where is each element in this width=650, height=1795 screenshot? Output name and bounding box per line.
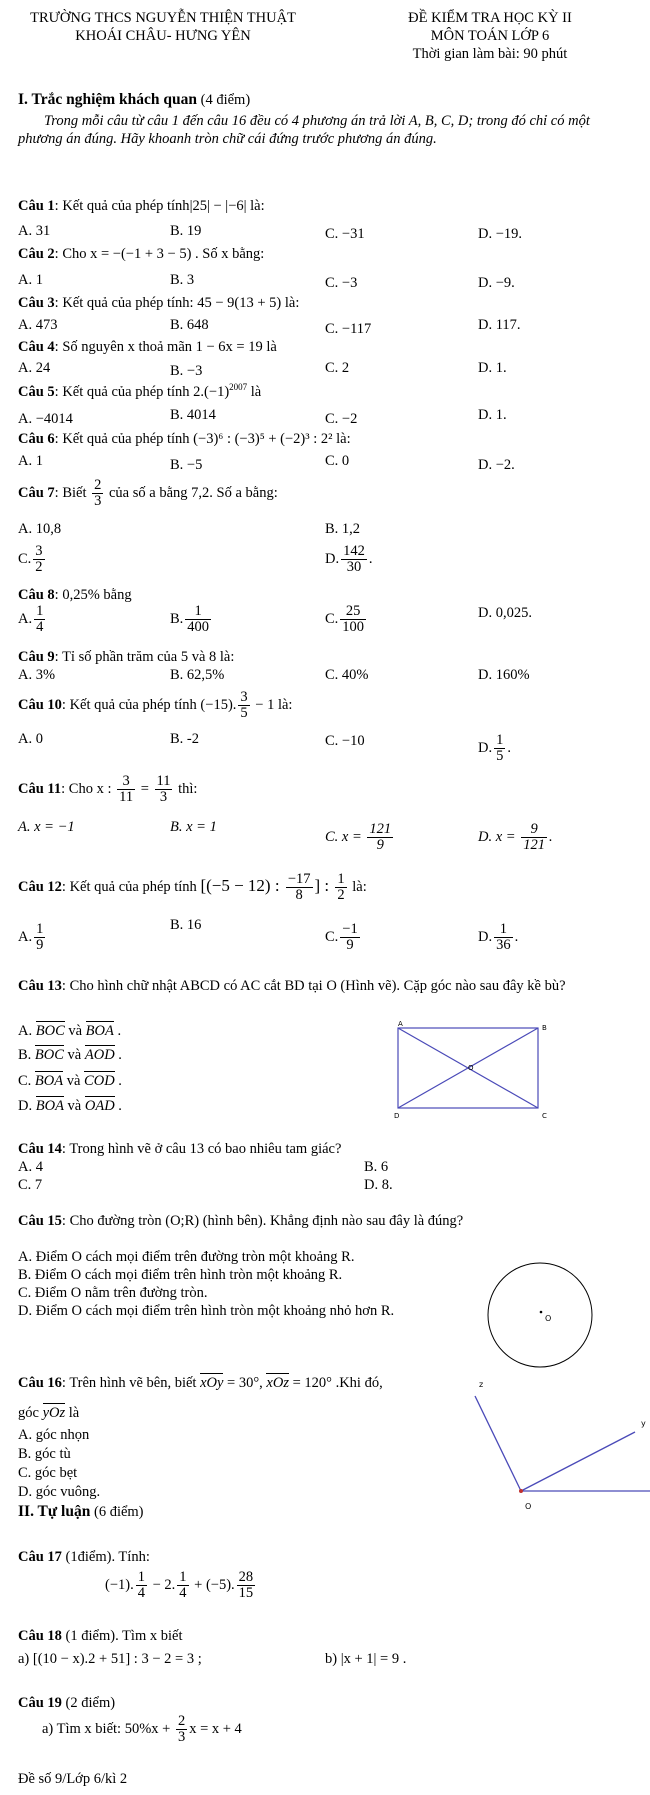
question-2: Câu 2: Cho x = −(−1 + 3 − 5) . Số x bằng: xyxy=(18,246,265,262)
q2-option-c[interactable]: C. −3 xyxy=(325,275,358,291)
q9-option-b[interactable]: B. 62,5% xyxy=(170,667,225,683)
question-4: Câu 4: Số nguyên x thoả mãn 1 − 6x = 19 là xyxy=(18,339,277,355)
q13-option-a[interactable]: A. BOC và BOA . xyxy=(18,1023,122,1039)
q14-option-d[interactable]: D. 8. xyxy=(364,1177,393,1193)
q5-option-d[interactable]: D. 1. xyxy=(478,407,507,423)
q8-option-b[interactable]: B. $\frac{1}{400}$ xyxy=(170,603,210,636)
question-8: Câu 8: 0,25% bằng xyxy=(18,587,132,603)
question-15: Câu 15: Cho đường tròn (O;R) (hình bên). Khẳng định nào sau đây là đúng? xyxy=(18,1213,464,1229)
q2-option-b[interactable]: B. 3 xyxy=(170,272,195,288)
q12-option-d[interactable]: D. $\frac{1}{36}$ . xyxy=(478,921,519,954)
q11-option-a[interactable]: A. x = −1 xyxy=(18,819,75,835)
q5-option-a[interactable]: A. −4014 xyxy=(18,411,73,427)
q8-option-d[interactable]: D. 0,025. xyxy=(478,605,532,621)
q13-option-d[interactable]: D. BOA và OAD . xyxy=(18,1098,122,1114)
center-dot xyxy=(540,1311,543,1314)
question-16: Câu 16: Trên hình vẽ bên, biết xOy = 30°, xOz = 120° .Khi đó, xyxy=(18,1375,383,1391)
rectangle-figure xyxy=(390,1018,560,1123)
question-12: Câu 12: Kết quả của phép tính [(−5 − 12) : $\frac{-17}{8}$ ] : $\frac{1}{2}$ là: xyxy=(18,871,367,904)
school-location: KHOÁI CHÂU- HƯNG YÊN xyxy=(75,28,251,44)
q1-option-a[interactable]: A. 31 xyxy=(18,223,51,239)
q3-option-b[interactable]: B. 648 xyxy=(170,317,209,333)
q18-part-a: a) [(10 − x).2 + 51] : 3 − 2 = 3 ; xyxy=(18,1651,202,1667)
question-9: Câu 9: Tỉ số phần trăm của 5 và 8 là: xyxy=(18,649,235,665)
q6-option-c[interactable]: C. 0 xyxy=(325,453,350,469)
question-7: Câu 7: Biết $\frac{2}{3}$ của số a bằng 7,2. Số a bằng: xyxy=(18,477,278,510)
question-13: Câu 13: Cho hình chữ nhật ABCD có AC cắt BD tại O (Hình vẽ). Cặp góc nào sau đây kề bù? xyxy=(18,978,566,994)
q4-option-d[interactable]: D. 1. xyxy=(478,360,507,376)
question-14: Câu 14: Trong hình vẽ ở câu 13 có bao nhiêu tam giác? xyxy=(18,1141,342,1157)
q14-option-b[interactable]: B. 6 xyxy=(364,1159,389,1175)
part1-heading: I. Trắc nghiệm khách quan (4 điểm) xyxy=(18,91,251,108)
q15-option-d[interactable]: D. Điểm O cách mọi điểm trên hình tròn một khoảng nhỏ hơn R. xyxy=(18,1303,395,1319)
q10-option-c[interactable]: C. −10 xyxy=(325,733,365,749)
part1-instructions: Trong mỗi câu từ câu 1 đến câu 16 đều có 4 phương án trả lời A, B, C, D; trong đó chỉ có một phương án đúng. Hãy khoanh tròn chữ cái đứng trước phương án đúng. xyxy=(18,113,590,148)
q14-option-a[interactable]: A. 4 xyxy=(18,1159,43,1175)
q16-line2: góc yOz là xyxy=(18,1405,80,1421)
q7-option-c[interactable]: C. $\frac{3}{2}$ xyxy=(18,543,43,576)
question-18: Câu 18 (1 điểm). Tìm x biết xyxy=(18,1628,183,1644)
q15-option-b[interactable]: B. Điểm O cách mọi điểm trên hình tròn một khoảng R. xyxy=(18,1267,343,1283)
school-name: TRƯỜNG THCS NGUYỄN THIỆN THUẬT xyxy=(30,10,296,26)
fraction: $\frac{2}{3}$ xyxy=(94,477,102,510)
q2-option-a[interactable]: A. 1 xyxy=(18,272,43,288)
label-o: O xyxy=(545,1314,552,1323)
q10-option-a[interactable]: A. 0 xyxy=(18,731,43,747)
q9-option-a[interactable]: A. 3% xyxy=(18,667,56,683)
q8-option-c[interactable]: C. $\frac{25}{100}$ xyxy=(325,603,365,636)
exam-title: ĐỀ KIỂM TRA HỌC KỲ II xyxy=(408,10,572,26)
q7-option-a[interactable]: A. 10,8 xyxy=(18,521,62,537)
q18-part-b: b) |x + 1| = 9 . xyxy=(325,1651,407,1667)
q10-option-b[interactable]: B. -2 xyxy=(170,731,199,747)
q7-option-d[interactable]: D. $\frac{142}{30}$ . xyxy=(325,543,373,576)
q19-part-a: a) Tìm x biết: 50%x + $\frac{2}{3}$ x = x + 4 xyxy=(42,1713,242,1746)
q12-option-a[interactable]: A. $\frac{1}{9}$ xyxy=(18,921,44,954)
label-b: B xyxy=(542,1024,547,1032)
question-10: Câu 10: Kết quả của phép tính (−15). $\frac{3}{5}$ − 1 là: xyxy=(18,689,293,722)
q10-option-d[interactable]: D. $\frac{1}{5}$ . xyxy=(478,732,511,765)
label-c: C xyxy=(542,1112,547,1120)
q13-option-b[interactable]: B. BOC và AOD . xyxy=(18,1047,122,1063)
question-5: Câu 5: Kết quả của phép tính $2.(-1)^{2007}$ là xyxy=(18,382,262,400)
q3-option-c[interactable]: C. −117 xyxy=(325,321,372,337)
angle-figure xyxy=(465,1378,650,1518)
q17-expression: (−1). $\frac{1}{4}$ − 2. $\frac{1}{4}$ + (−5). $\frac{28}{15}$ xyxy=(105,1569,254,1602)
label-d: D xyxy=(394,1112,400,1120)
q15-option-a[interactable]: A. Điểm O cách mọi điểm trên đường tròn một khoảng R. xyxy=(18,1249,355,1265)
q3-option-a[interactable]: A. 473 xyxy=(18,317,58,333)
q4-option-b[interactable]: B. −3 xyxy=(170,363,203,379)
q16-option-b[interactable]: B. góc tù xyxy=(18,1446,71,1462)
label-o: O xyxy=(525,1502,532,1511)
q2-option-d[interactable]: D. −9. xyxy=(478,275,515,291)
exam-time: Thời gian làm bài: 90 phút xyxy=(412,46,568,62)
q14-option-c[interactable]: C. 7 xyxy=(18,1177,43,1193)
q9-option-c[interactable]: C. 40% xyxy=(325,667,369,683)
q4-option-a[interactable]: A. 24 xyxy=(18,360,51,376)
question-17: Câu 17 (1điểm). Tính: xyxy=(18,1549,150,1565)
q11-option-c[interactable]: C. x = $\frac{121}{9}$ xyxy=(325,821,392,854)
vertex-dot xyxy=(519,1489,523,1493)
q11-option-b[interactable]: B. x = 1 xyxy=(170,819,217,835)
q4-option-c[interactable]: C. 2 xyxy=(325,360,350,376)
question-6: Câu 6: Kết quả của phép tính (−3)⁶ : (−3)⁵ + (−2)³ : 2² là: xyxy=(18,431,351,447)
label-z: z xyxy=(479,1380,484,1389)
q16-option-c[interactable]: C. góc bẹt xyxy=(18,1465,78,1481)
question-3: Câu 3: Kết quả của phép tính: 45 − 9(13 + 5) là: xyxy=(18,295,300,311)
label-y: y xyxy=(641,1419,646,1428)
q5-option-c[interactable]: C. −2 xyxy=(325,411,358,427)
question-1: Câu 1: Kết quả của phép tính|25| − |−6| là: xyxy=(18,198,265,214)
q1-option-d[interactable]: D. −19. xyxy=(478,226,523,242)
q7-option-b[interactable]: B. 1,2 xyxy=(325,521,361,537)
circle-o xyxy=(488,1263,592,1367)
label-a: A xyxy=(398,1020,403,1028)
ray-oz xyxy=(475,1396,521,1491)
q13-option-c[interactable]: C. BOA và COD . xyxy=(18,1073,122,1089)
q15-option-c[interactable]: C. Điểm O nằm trên đường tròn. xyxy=(18,1285,208,1301)
q1-option-b[interactable]: B. 19 xyxy=(170,223,202,239)
q5-option-b[interactable]: B. 4014 xyxy=(170,407,216,423)
exam-subject: MÔN TOÁN LỚP 6 xyxy=(430,28,550,44)
q12-option-b[interactable]: B. 16 xyxy=(170,917,202,933)
q9-option-d[interactable]: D. 160% xyxy=(478,667,530,683)
q16-option-a[interactable]: A. góc nhọn xyxy=(18,1427,90,1443)
q12-option-c[interactable]: C. $\frac{-1}{9}$ xyxy=(325,921,358,954)
q1-option-c[interactable]: C. −31 xyxy=(325,226,365,242)
ray-oy xyxy=(521,1432,635,1491)
q6-option-a[interactable]: A. 1 xyxy=(18,453,43,469)
q3-option-d[interactable]: D. 117. xyxy=(478,317,521,333)
part2-heading: II. Tự luận (6 điểm) xyxy=(18,1503,144,1520)
question-19: Câu 19 (2 điểm) xyxy=(18,1695,116,1711)
footer-code: Đề số 9/Lớp 6/kì 2 xyxy=(18,1771,128,1787)
q6-option-b[interactable]: B. −5 xyxy=(170,457,203,473)
circle-figure xyxy=(485,1260,595,1370)
q11-option-d[interactable]: D. x = $\frac{9}{121}$ . xyxy=(478,821,553,854)
q8-option-a[interactable]: A. $\frac{1}{4}$ xyxy=(18,603,44,636)
q16-option-d[interactable]: D. góc vuông. xyxy=(18,1484,101,1500)
q6-option-d[interactable]: D. −2. xyxy=(478,457,515,473)
label-o: O xyxy=(468,1064,474,1072)
question-11: Câu 11: Cho x : $\frac{3}{11}$ = $\frac{11}{3}$ thì: xyxy=(18,773,198,806)
